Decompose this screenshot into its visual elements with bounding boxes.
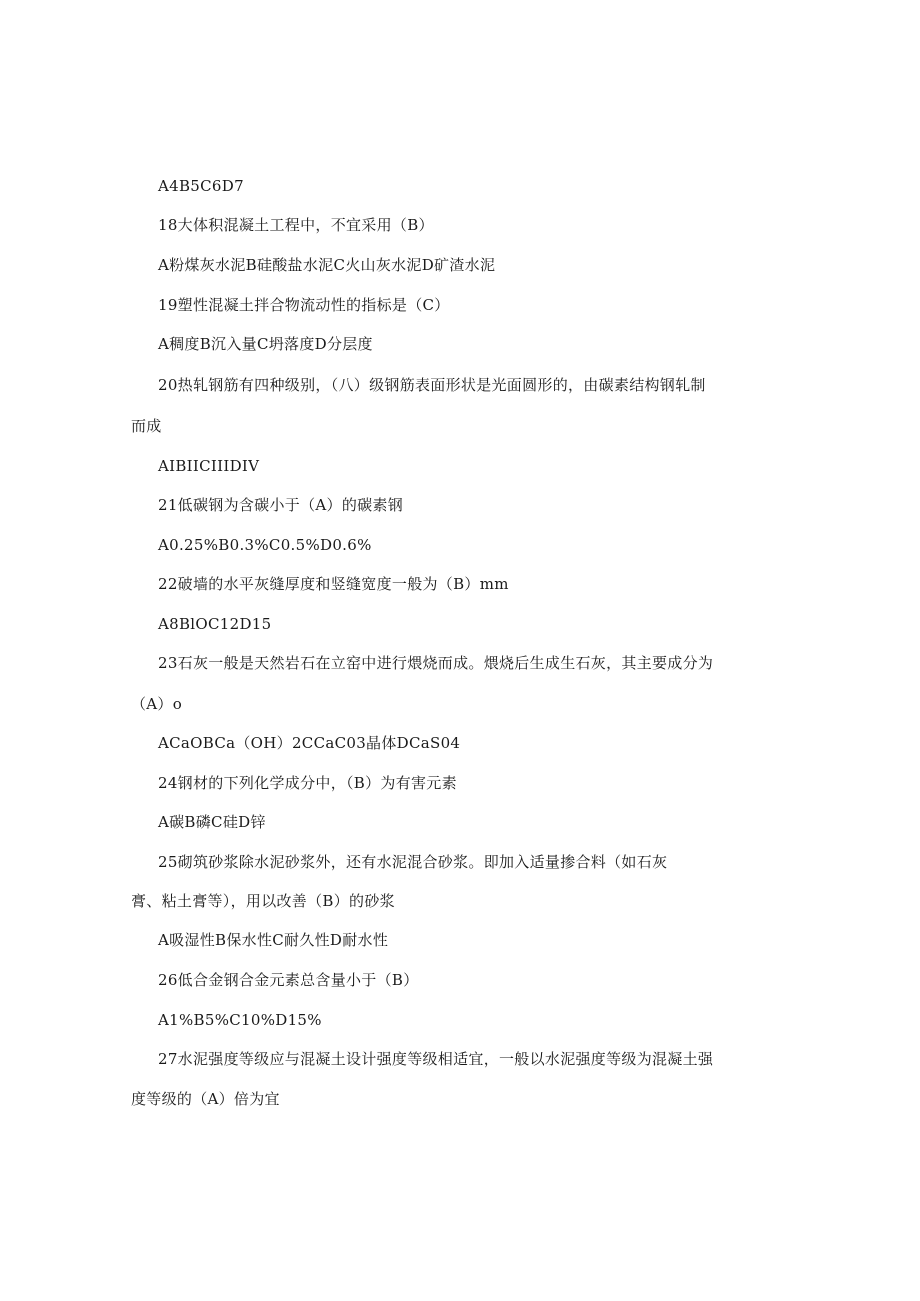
answer-options-26: A1%B5%C10%D15% [158,1011,322,1029]
question-24: 24钢材的下列化学成分中，（B）为有害元素 [158,774,457,792]
question-27: 27水泥强度等级应与混凝土设计强度等级相适宜，一般以水泥强度等级为混凝土强 [158,1050,714,1068]
answer-options-22: A8BlOC12D15 [158,615,272,633]
question-25-continued: 膏、粘土膏等），用以改善（B）的砂浆 [131,892,395,910]
question-23: 23石灰一般是天然岩石在立窑中进行煨烧而成。煨烧后生成生石灰，其主要成分为 [158,654,714,672]
question-21: 21低碳钢为含碳小于（A）的碳素钢 [158,496,404,514]
answer-options-17: A4B5C6D7 [158,177,244,195]
question-19: 19塑性混凝土拌合物流动性的指标是（C） [158,296,450,314]
question-18: 18大体积混凝土工程中，不宜采用（B） [158,216,434,234]
answer-options-24: A碳B磷C硅D锌 [158,813,266,831]
question-27-continued: 度等级的（A）倍为宜 [131,1090,280,1108]
answer-options-19: A稠度B沉入量C坍落度D分层度 [158,335,373,353]
answer-options-18: A粉煤灰水泥B硅酸盐水泥C火山灰水泥D矿渣水泥 [158,256,496,274]
question-20: 20热轧钢筋有四种级别，（八）级钢筋表面形状是光面圆形的，由碳素结构钢轧制 [158,376,706,394]
question-22: 22破墙的水平灰缝厚度和竖缝宽度一般为（B）mm [158,575,509,593]
question-20-continued: 而成 [131,417,162,435]
answer-options-25: A吸湿性B保水性C耐久性D耐水性 [158,931,389,949]
question-23-continued: （A）o [131,695,183,713]
question-25: 25砌筑砂浆除水泥砂浆外，还有水泥混合砂浆。即加入适量掺合料（如石灰 [158,853,668,871]
question-26: 26低合金钢合金元素总含量小于（B） [158,971,419,989]
answer-options-20: AIBIICIIIDIV [158,457,260,475]
answer-options-21: A0.25%B0.3%C0.5%D0.6% [158,536,372,554]
answer-options-23: ACaOBCa（OH）2CCaC03晶体DCaS04 [158,734,461,752]
